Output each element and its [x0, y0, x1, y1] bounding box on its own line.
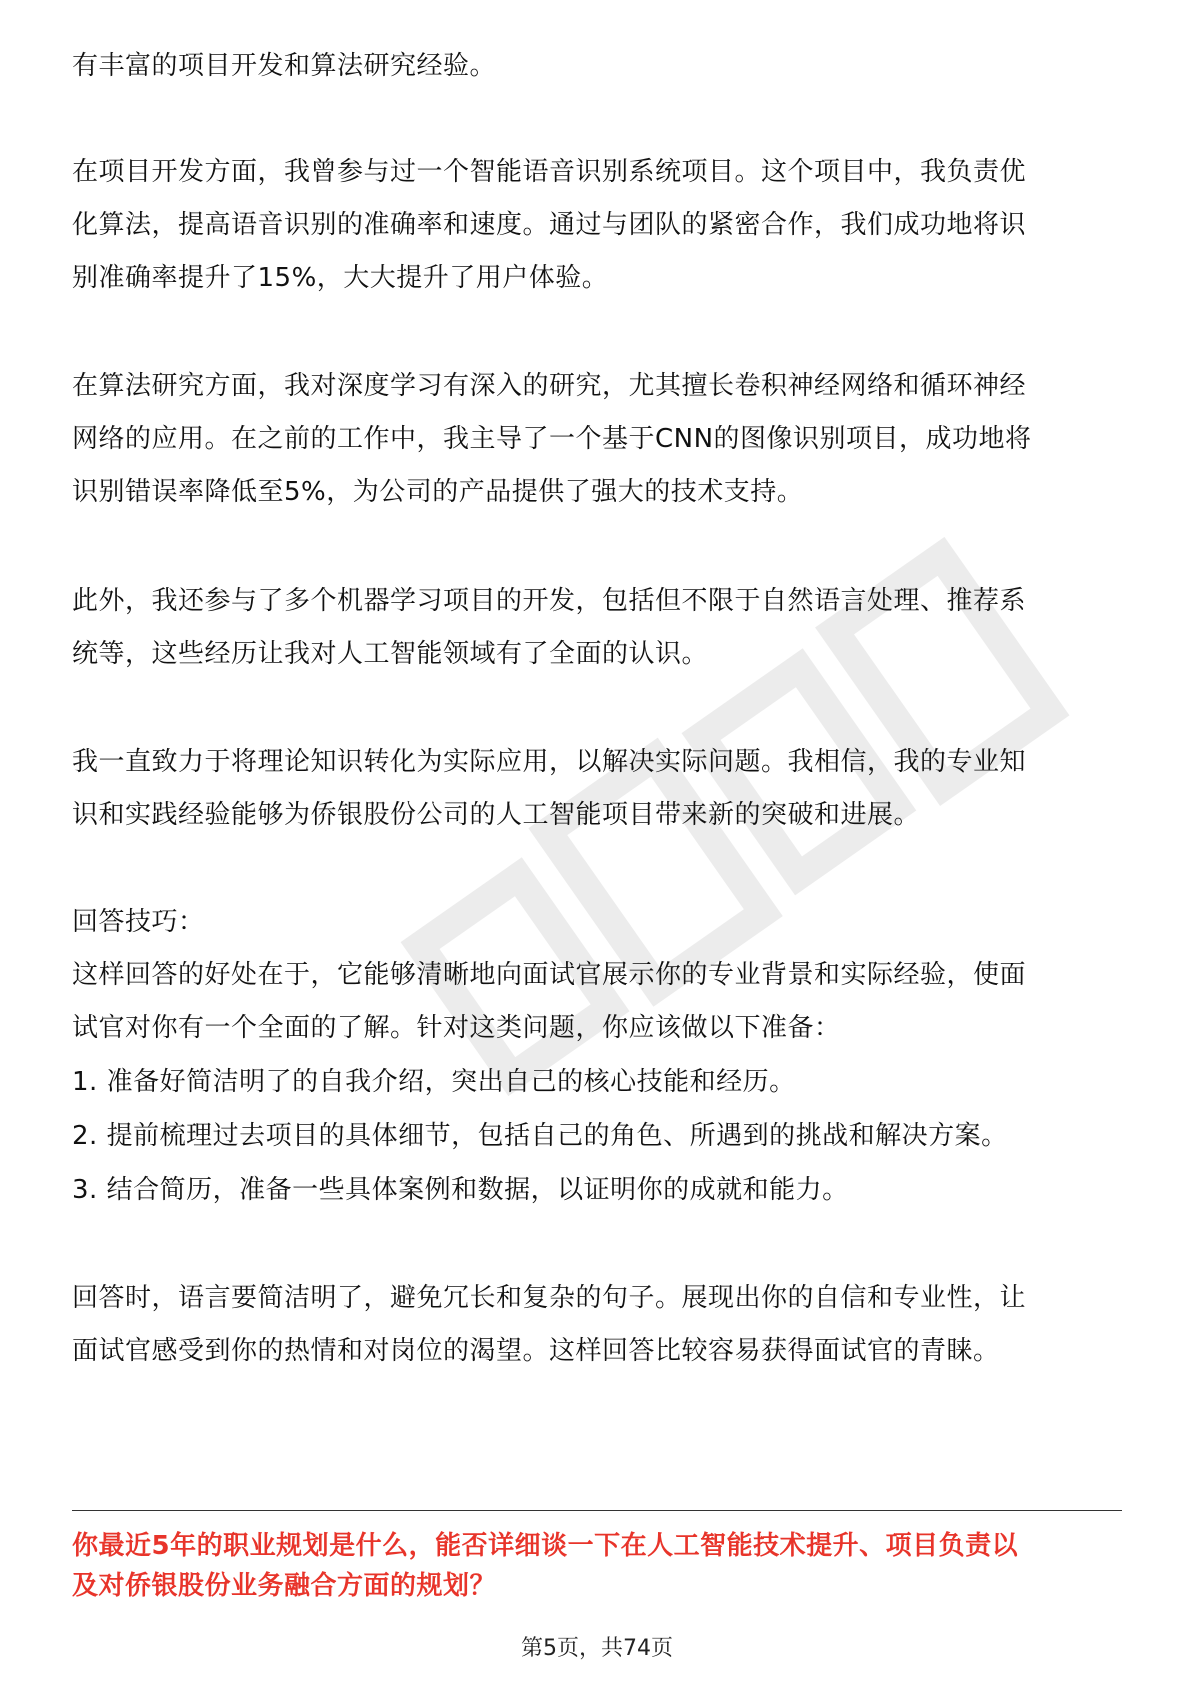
body-text-line: 识和实践经验能够为侨银股份公司的人工智能项目带来新的突破和进展。 [72, 800, 921, 830]
body-text-line: 面试官感受到你的热情和对岗位的渴望。这样回答比较容易获得面试官的青睐。 [72, 1336, 1000, 1366]
body-text-line: 此外，我还参与了多个机器学习项目的开发，包括但不限于自然语言处理、推荐系 [72, 586, 1027, 616]
body-text-line: 我一直致力于将理论知识转化为实际应用，以解决实际问题。我相信，我的专业知 [72, 747, 1027, 777]
body-text-line: 回答时，语言要简洁明了，避免冗长和复杂的句子。展现出你的自信和专业性，让 [72, 1283, 1027, 1313]
body-text-line: 在算法研究方面，我对深度学习有深入的研究，尤其擅长卷积神经网络和循环神经 [72, 371, 1027, 401]
body-text-line: 有丰富的项目开发和算法研究经验。 [72, 51, 497, 81]
list-item: 3. 结合简历，准备一些具体案例和数据，以证明你的成就和能力。 [72, 1175, 849, 1205]
body-text-line: 识别错误率降低至5%，为公司的产品提供了强大的技术支持。 [72, 477, 804, 507]
body-text-line: 统等，这些经历让我对人工智能领域有了全面的认识。 [72, 639, 709, 669]
body-text-line: 这样回答的好处在于，它能够清晰地向面试官展示你的专业背景和实际经验，使面 [72, 960, 1027, 990]
document-page [72, 0, 1122, 1684]
list-item: 2. 提前梳理过去项目的具体细节，包括自己的角色、所遇到的挑战和解决方案。 [72, 1121, 1008, 1151]
question-heading-line: 及对侨银股份业务融合方面的规划？ [72, 1571, 497, 1601]
body-text-line: 网络的应用。在之前的工作中，我主导了一个基于CNN的图像识别项目，成功地将 [72, 424, 1032, 454]
body-text-line: 在项目开发方面，我曾参与过一个智能语音识别系统项目。这个项目中，我负责优 [72, 157, 1027, 187]
body-text-line: 试官对你有一个全面的了解。针对这类问题，你应该做以下准备： [72, 1013, 841, 1043]
page-number: 第5页，共74页 [521, 1636, 673, 1661]
section-divider [72, 1510, 1122, 1511]
body-text-line: 别准确率提升了15%，大大提升了用户体验。 [72, 263, 609, 293]
tips-heading: 回答技巧： [72, 907, 205, 937]
list-item: 1. 准备好简洁明了的自我介绍，突出自己的核心技能和经历。 [72, 1067, 796, 1097]
question-heading-line: 你最近5年的职业规划是什么，能否详细谈一下在人工智能技术提升、项目负责以 [72, 1531, 1019, 1561]
body-text-line: 化算法，提高语音识别的准确率和速度。通过与团队的紧密合作，我们成功地将识 [72, 210, 1027, 240]
